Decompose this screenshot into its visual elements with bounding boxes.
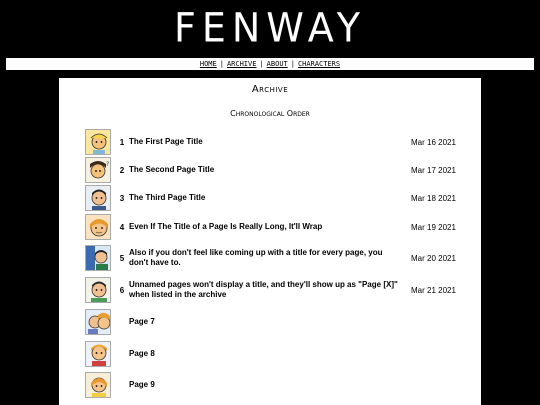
page-date: Mar 20 2021: [411, 253, 456, 263]
page-title-link[interactable]: Also if you don't feel like coming up with a title for every page, you don't have to.: [129, 248, 383, 267]
svg-text:?: ?: [106, 161, 110, 168]
page-thumbnail[interactable]: [85, 214, 111, 240]
page-subtitle: Chronological Order: [230, 109, 310, 118]
page-thumbnail[interactable]: [85, 157, 111, 183]
page-number: 1: [119, 137, 125, 147]
page-title-link[interactable]: Page 7: [129, 317, 155, 326]
page-date: Mar 17 2021: [411, 165, 456, 175]
archive-row[interactable]: [85, 245, 457, 271]
page-title-link[interactable]: Page 9: [129, 380, 155, 389]
page-title-link[interactable]: The First Page Title: [129, 137, 203, 146]
page-thumbnail[interactable]: [85, 341, 111, 367]
page-title-link[interactable]: The Second Page Title: [129, 165, 215, 174]
page-date: Mar 16 2021: [411, 137, 456, 147]
page-title-link[interactable]: The Third Page Title: [129, 193, 206, 202]
page-date: Mar 18 2021: [411, 193, 456, 203]
archive-row[interactable]: [85, 214, 457, 240]
page-title-link[interactable]: Page 8: [129, 349, 155, 358]
page-number: 6: [119, 285, 125, 295]
nav-archive-link[interactable]: ARCHIVE: [226, 60, 257, 68]
page-title-link[interactable]: Even If The Title of a Page Is Really Long, It'll Wrap: [129, 222, 323, 231]
page-title: Archive: [251, 84, 289, 95]
page-date: Mar 19 2021: [411, 222, 456, 232]
page-thumbnail[interactable]: [85, 372, 111, 398]
archive-row[interactable]: [85, 129, 457, 155]
archive-row[interactable]: [85, 341, 457, 367]
site-banner[interactable]: [165, 0, 375, 56]
nav-about-link[interactable]: ABOUT: [266, 60, 288, 68]
nav-characters-link[interactable]: CHARACTERS: [297, 60, 341, 68]
page-number: 2: [119, 165, 125, 175]
nav-separator: |: [259, 60, 264, 68]
top-nav: [6, 58, 534, 70]
page-number: 4: [119, 222, 125, 232]
archive-row[interactable]: [85, 277, 457, 303]
archive-panel: [59, 78, 481, 405]
site-logo: FENWAY: [173, 4, 367, 52]
page-thumbnail[interactable]: [85, 277, 111, 303]
archive-row[interactable]: [85, 157, 457, 183]
page-thumbnail[interactable]: [85, 309, 111, 335]
page-number: 3: [119, 193, 125, 203]
nav-home-link[interactable]: HOME: [199, 60, 217, 68]
archive-row[interactable]: [85, 372, 457, 398]
page-thumbnail[interactable]: [85, 129, 111, 155]
page-date: Mar 21 2021: [411, 285, 456, 295]
page-thumbnail[interactable]: [85, 245, 111, 271]
archive-row[interactable]: [85, 185, 457, 211]
page-number: 5: [119, 253, 125, 263]
page-title-link[interactable]: Unnamed pages won't display a title, and they'll show up as "Page [X]" when listed in the archive: [129, 280, 398, 299]
page-thumbnail[interactable]: [85, 185, 111, 211]
nav-separator: |: [219, 60, 224, 68]
archive-row[interactable]: [85, 309, 457, 335]
nav-separator: |: [290, 60, 295, 68]
